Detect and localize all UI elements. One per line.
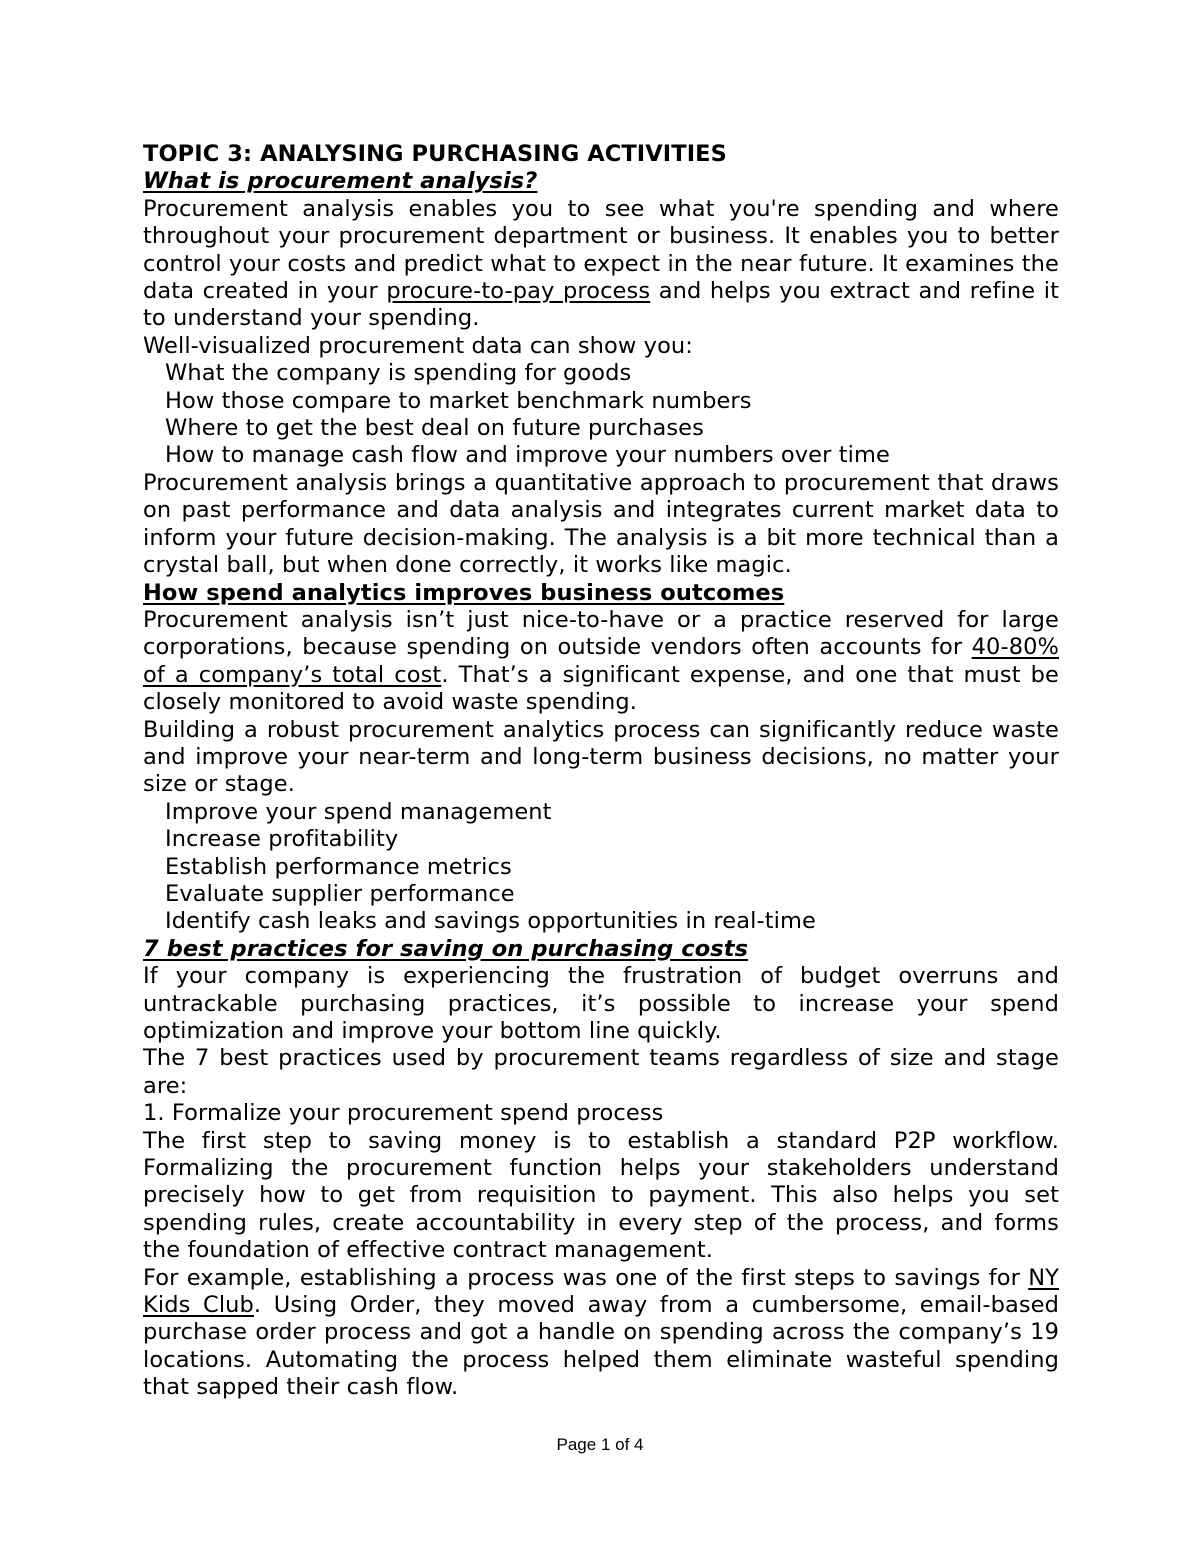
list-item: What the company is spending for goods <box>165 360 632 387</box>
bullet-list <box>143 360 1059 470</box>
page-title: TOPIC 3: ANALYSING PURCHASING ACTIVITIES <box>143 141 727 167</box>
section-heading-spend-analytics: How spend analytics improves business outcomes <box>143 579 785 606</box>
text-span: For example, establishing a process was one of the first steps to savings for <box>143 1264 1029 1291</box>
text-span: Procurement analysis isn’t just nice-to-have or a practice reserved for large corporations, because spending on outside vendors often accounts for <box>143 606 1059 661</box>
page-number: Page 1 of 4 <box>556 1435 644 1454</box>
paragraph: Well-visualized procurement data can show you: <box>143 332 693 359</box>
paragraph: Procurement analysis brings a quantitative approach to procurement that draws on past performance and data analysis and integrates current market data to inform your future decision-making. The analysis is a bit more technical than a crystal ball, but when done correctly, it works like magic. <box>143 469 1059 579</box>
total-cost-link[interactable]: 40-80% of a company’s total cost <box>143 634 1059 688</box>
procure-to-pay-link[interactable]: procure-to-pay process <box>386 278 651 305</box>
paragraph <box>143 1265 1059 1402</box>
paragraph: If your company is experiencing the frustration of budget overruns and untrackable purchasing practices, it’s possible to increase your spend optimization and improve your bottom line quickly. <box>143 963 1059 1044</box>
text-span: Procurement analysis enables you to see what you're spending and where throughout your procurement department or business. It enables you to better control your costs and predict what to expect in the near future. It examines the data created in your <box>143 195 1059 305</box>
paragraph: The first step to saving money is to establish a standard P2P workflow. Formalizing the procurement function helps your stakeholders understand precisely how to get from requisition to payment. This also helps you set spending rules, create accountability in every step of the process, and forms the foundation of effective contract management. <box>143 1127 1059 1264</box>
ny-kids-club-link[interactable]: NY Kids Club <box>143 1264 1059 1319</box>
list-item: Where to get the best deal on future purchases <box>165 415 704 442</box>
paragraph <box>143 196 1059 333</box>
paragraph: Building a robust procurement analytics process can significantly reduce waste and improve your near-term and long-term business decisions, no matter your size or stage. <box>143 716 1059 798</box>
list-item: Establish performance metrics <box>165 853 512 880</box>
document-body <box>143 141 1059 1402</box>
text-span: . Using Order, they moved away from a cumbersome, email-based purchase order process and got a handle on spending across the company’s 19 locations. Automating the process helped them eliminate wasteful spending that sapped their cash flow. <box>143 1292 1059 1401</box>
text-span: and helps you extract and refine it to understand your spending. <box>143 278 1059 332</box>
list-item: How to manage cash flow and improve your numbers over time <box>165 442 890 469</box>
paragraph: The 7 best practices used by procurement teams regardless of size and stage are: <box>143 1045 1059 1099</box>
text-span: . That’s a significant expense, and one that must be closely monitored to avoid waste spending. <box>143 661 1059 716</box>
section-heading-procurement-analysis: What is procurement analysis? <box>143 168 538 195</box>
bullet-list <box>143 799 1059 936</box>
paragraph <box>143 607 1059 717</box>
list-item: Increase profitability <box>165 826 399 853</box>
numbered-item: 1. Formalize your procurement spend process <box>143 1100 664 1127</box>
list-item: Identify cash leaks and savings opportunities in real-time <box>165 908 816 935</box>
list-item: Evaluate supplier performance <box>165 880 515 907</box>
list-item: Improve your spend management <box>165 798 552 825</box>
list-item: How those compare to market benchmark numbers <box>165 387 752 414</box>
section-heading-best-practices: 7 best practices for saving on purchasing costs <box>143 935 749 962</box>
